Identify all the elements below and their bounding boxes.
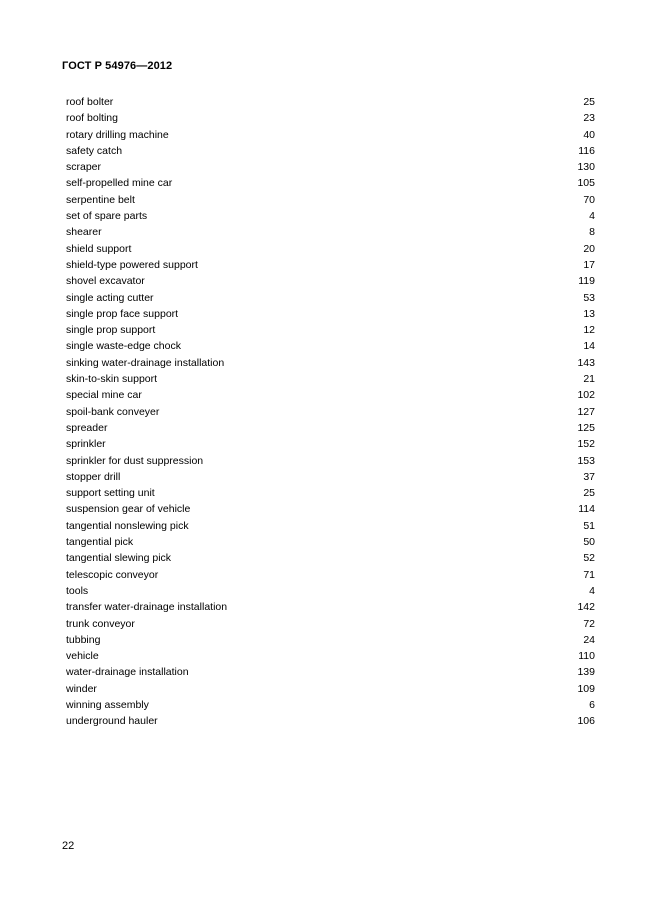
index-page-number: 25 xyxy=(583,487,595,500)
index-page-number: 102 xyxy=(577,389,595,402)
index-page-number: 25 xyxy=(583,96,595,108)
index-term: winder xyxy=(66,682,97,695)
index-term: tubbing xyxy=(66,633,101,646)
index-page-number: 37 xyxy=(583,470,595,483)
term-index-list xyxy=(66,94,595,730)
index-page-number: 17 xyxy=(583,258,595,271)
index-entry xyxy=(66,159,595,175)
index-entry xyxy=(66,420,595,436)
index-term: single prop face support xyxy=(66,307,179,320)
index-page-number: 20 xyxy=(583,242,595,255)
index-page-number: 23 xyxy=(583,112,595,125)
index-entry xyxy=(66,290,595,306)
index-page-number: 13 xyxy=(583,307,595,320)
index-entry xyxy=(66,175,595,191)
index-term: trunk conveyor xyxy=(66,617,135,630)
index-term: sinking water-drainage installation xyxy=(66,356,225,369)
index-term: scraper xyxy=(66,161,102,174)
index-page-number: 51 xyxy=(583,519,595,532)
index-term: shearer xyxy=(66,226,102,239)
index-term: self-propelled mine car xyxy=(66,177,173,190)
index-entry xyxy=(66,616,595,632)
index-term: suspension gear of vehicle xyxy=(66,503,191,516)
index-page-number: 142 xyxy=(577,601,595,614)
index-entry xyxy=(66,224,595,240)
index-term: tools xyxy=(66,584,89,597)
index-page-number: 127 xyxy=(577,405,595,418)
index-page-number: 105 xyxy=(577,177,595,190)
index-term: set of spare parts xyxy=(66,210,148,223)
index-page-number: 119 xyxy=(578,275,595,288)
index-term: single prop support xyxy=(66,324,156,337)
index-entry xyxy=(66,208,595,224)
index-term: water-drainage installation xyxy=(66,666,189,679)
index-term: support setting unit xyxy=(66,487,155,500)
index-page-number: 52 xyxy=(583,552,595,565)
index-page-number: 12 xyxy=(583,324,595,337)
index-term: tangential pick xyxy=(66,536,134,549)
index-term: telescopic conveyor xyxy=(66,568,159,581)
index-page-number: 71 xyxy=(583,568,595,581)
index-page-number: 53 xyxy=(583,291,595,304)
index-entry xyxy=(66,485,595,501)
index-page-number: 8 xyxy=(589,226,595,239)
index-page-number: 50 xyxy=(583,536,595,549)
index-entry xyxy=(66,404,595,420)
index-term: roof bolting xyxy=(66,112,118,125)
index-term: vehicle xyxy=(66,650,99,663)
index-page-number: 4 xyxy=(589,584,595,597)
document-header: ГОСТ Р 54976—2012 xyxy=(62,60,173,72)
index-entry xyxy=(66,273,595,289)
index-term: winning assembly xyxy=(66,698,149,711)
index-page-number: 72 xyxy=(583,617,595,630)
index-entry xyxy=(66,501,595,517)
index-entry xyxy=(66,648,595,664)
index-page-number: 110 xyxy=(578,650,595,663)
index-entry xyxy=(66,143,595,159)
index-entry xyxy=(66,338,595,354)
index-entry xyxy=(66,453,595,469)
index-term: tangential nonslewing pick xyxy=(66,519,189,532)
index-term: spoil-bank conveyer xyxy=(66,405,160,418)
index-entry xyxy=(66,664,595,680)
index-entry xyxy=(66,241,595,257)
index-entry xyxy=(66,257,595,273)
index-entry xyxy=(66,192,595,208)
index-term: single acting cutter xyxy=(66,291,154,304)
index-entry xyxy=(66,110,595,126)
index-page-number: 130 xyxy=(577,161,595,174)
index-page-number: 109 xyxy=(577,682,595,695)
index-term: shield-type powered support xyxy=(66,258,198,271)
index-entry xyxy=(66,534,595,550)
index-page-number: 21 xyxy=(583,373,595,386)
index-entry xyxy=(66,322,595,338)
index-page-number: 6 xyxy=(589,698,595,711)
index-page-number: 106 xyxy=(577,715,595,728)
index-term: stopper drill xyxy=(66,470,121,483)
index-term: special mine car xyxy=(66,389,142,402)
index-term: shield support xyxy=(66,242,132,255)
index-entry xyxy=(66,681,595,697)
index-page-number: 125 xyxy=(577,421,595,434)
index-term: roof bolter xyxy=(66,96,114,108)
index-term: single waste-edge chock xyxy=(66,340,181,353)
index-entry xyxy=(66,371,595,387)
index-entry xyxy=(66,713,595,729)
index-entry xyxy=(66,355,595,371)
index-entry xyxy=(66,599,595,615)
index-term: tangential slewing pick xyxy=(66,552,172,565)
index-page-number: 116 xyxy=(578,144,595,157)
index-term: safety catch xyxy=(66,144,123,157)
index-entry xyxy=(66,436,595,452)
index-page-number: 114 xyxy=(578,503,595,516)
index-entry xyxy=(66,518,595,534)
index-page-number: 40 xyxy=(583,128,595,141)
index-page-number: 14 xyxy=(583,340,595,353)
index-entry xyxy=(66,697,595,713)
index-term: shovel excavator xyxy=(66,275,145,288)
index-page-number: 152 xyxy=(577,438,595,451)
index-entry xyxy=(66,127,595,143)
index-entry xyxy=(66,632,595,648)
index-term: underground hauler xyxy=(66,715,158,728)
index-page-number: 24 xyxy=(583,633,595,646)
index-term: sprinkler for dust suppression xyxy=(66,454,204,467)
index-page-number: 70 xyxy=(583,193,595,206)
index-term: transfer water-drainage installation xyxy=(66,601,228,614)
index-entry xyxy=(66,94,595,110)
index-entry xyxy=(66,550,595,566)
index-term: sprinkler xyxy=(66,438,106,451)
index-term: serpentine belt xyxy=(66,193,135,206)
page-number: 22 xyxy=(62,840,75,852)
index-entry xyxy=(66,567,595,583)
index-page-number: 4 xyxy=(589,210,595,223)
index-term: rotary drilling machine xyxy=(66,128,169,141)
index-term: skin-to-skin support xyxy=(66,373,158,386)
index-term: spreader xyxy=(66,421,108,434)
index-entry xyxy=(66,387,595,403)
index-page-number: 153 xyxy=(577,454,595,467)
index-page-number: 143 xyxy=(577,356,595,369)
index-entry xyxy=(66,306,595,322)
index-entry xyxy=(66,469,595,485)
index-entry xyxy=(66,583,595,599)
index-page-number: 139 xyxy=(577,666,595,679)
